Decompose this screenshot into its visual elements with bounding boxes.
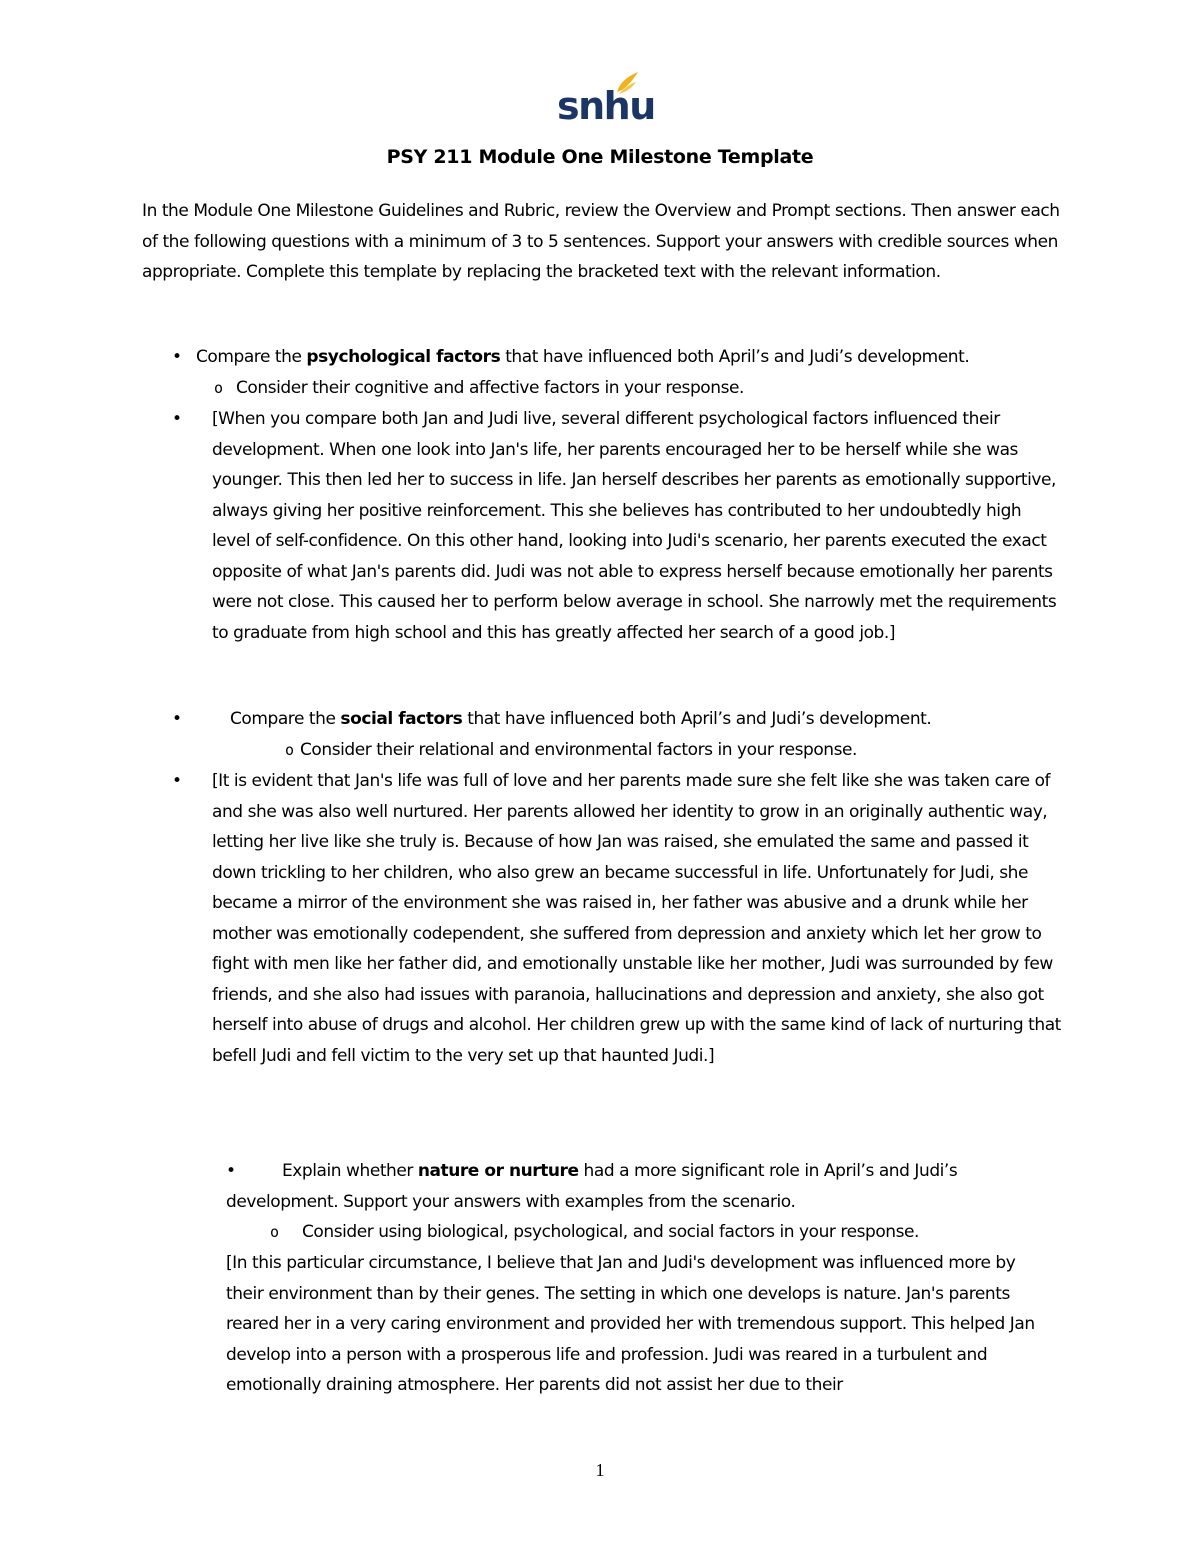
section2-sub-prompt: Consider their relational and environmental factors in your response.	[300, 740, 857, 760]
section3-sub-prompt: Consider using biological, psychological, and social factors in your response.	[302, 1222, 919, 1242]
bullet-icon: •	[172, 771, 183, 791]
section1-prompt-bold: psychological factors	[306, 347, 501, 367]
section2-prompt-bold: social factors	[340, 709, 463, 729]
snhu-logo	[540, 70, 660, 132]
bullet-icon: •	[226, 1161, 237, 1181]
page-number: 1	[595, 1460, 605, 1480]
bullet-icon: •	[172, 409, 183, 429]
section1-answer: [When you compare both Jan and Judi live, several different psychological factors influenced their development. When one look into Jan's life, her parents encouraged her to be herself while she was younger. This then led her to success in life. Jan herself describes her parents as emotionally supportive, always giving her positive reinforcement. This she believes has contributed to her undoubtedly high level of self-confidence. On this other hand, looking into Judi's scenario, her parents executed the exact opposite of what Jan's parents did. Judi was not able to express herself because emotionally her parents were not close. This caused her to perform below average in school. She narrowly met the requirements to graduate from high school and this has greatly affected her search of a good job.]	[212, 409, 1057, 643]
section2-answer: [It is evident that Jan's life was full of love and her parents made sure she felt like she was taken care of and she was also well nurtured. Her parents allowed her identity to grow in an originally authentic way, letting her live like she truly is. Because of how Jan was raised, she emulated the same and passed it down trickling to her children, who also grew an became successful in life. Unfortunately for Judi, she became a mirror of the environment she was raised in, her father was abusive and a drunk while her mother was emotionally codependent, she suffered from depression and anxiety which let her grow to fight with men like her father did, and emotionally unstable like her mother, Judi was surrounded by few friends, and she also had issues with paranoia, hallucinations and depression and anxiety, she also got herself into abuse of drugs and alcohol. Her children grew up with the same kind of lack of nurturing that befell Judi and fell victim to the very set up that haunted Judi.]	[212, 771, 1061, 1066]
section1-sub-prompt: Consider their cognitive and affective factors in your response.	[236, 378, 744, 398]
bullet-icon: •	[172, 347, 183, 367]
section3-prompt-bold: nature or nurture	[417, 1161, 579, 1181]
sub-bullet-icon: o	[285, 741, 295, 759]
section2-prompt: Compare the social factors that have influenced both April’s and Judi’s development.	[230, 709, 932, 729]
section3-prompt: Explain whether nature or nurture had a more significant role in April’s and Judi’s development. Support your answers with examples from the scenario.	[226, 1161, 958, 1212]
section1-prompt: Compare the psychological factors that have influenced both April’s and Judi’s development.	[196, 347, 970, 367]
bullet-icon: •	[172, 709, 183, 729]
page-title: PSY 211 Module One Milestone Template	[386, 146, 814, 168]
section3-answer: [In this particular circumstance, I believe that Jan and Judi's development was influenced more by their environment than by their genes. The setting in which one develops is nature. Jan's parents reared her in a very caring environment and provided her with tremendous support. This helped Jan develop into a person with a prosperous life and profession. Judi was reared in a turbulent and emotionally draining atmosphere. Her parents did not assist her due to their	[226, 1253, 1035, 1395]
sub-bullet-icon: o	[214, 379, 224, 397]
logo-wordmark: snhu	[557, 84, 655, 128]
sub-bullet-icon: o	[270, 1223, 280, 1241]
intro-paragraph: In the Module One Milestone Guidelines and Rubric, review the Overview and Prompt sections. Then answer each of the following questions with a minimum of 3 to 5 sentences. Support your answers with credible sources when appropriate. Complete this template by replacing the bracketed text with the relevant information.	[142, 201, 1060, 282]
